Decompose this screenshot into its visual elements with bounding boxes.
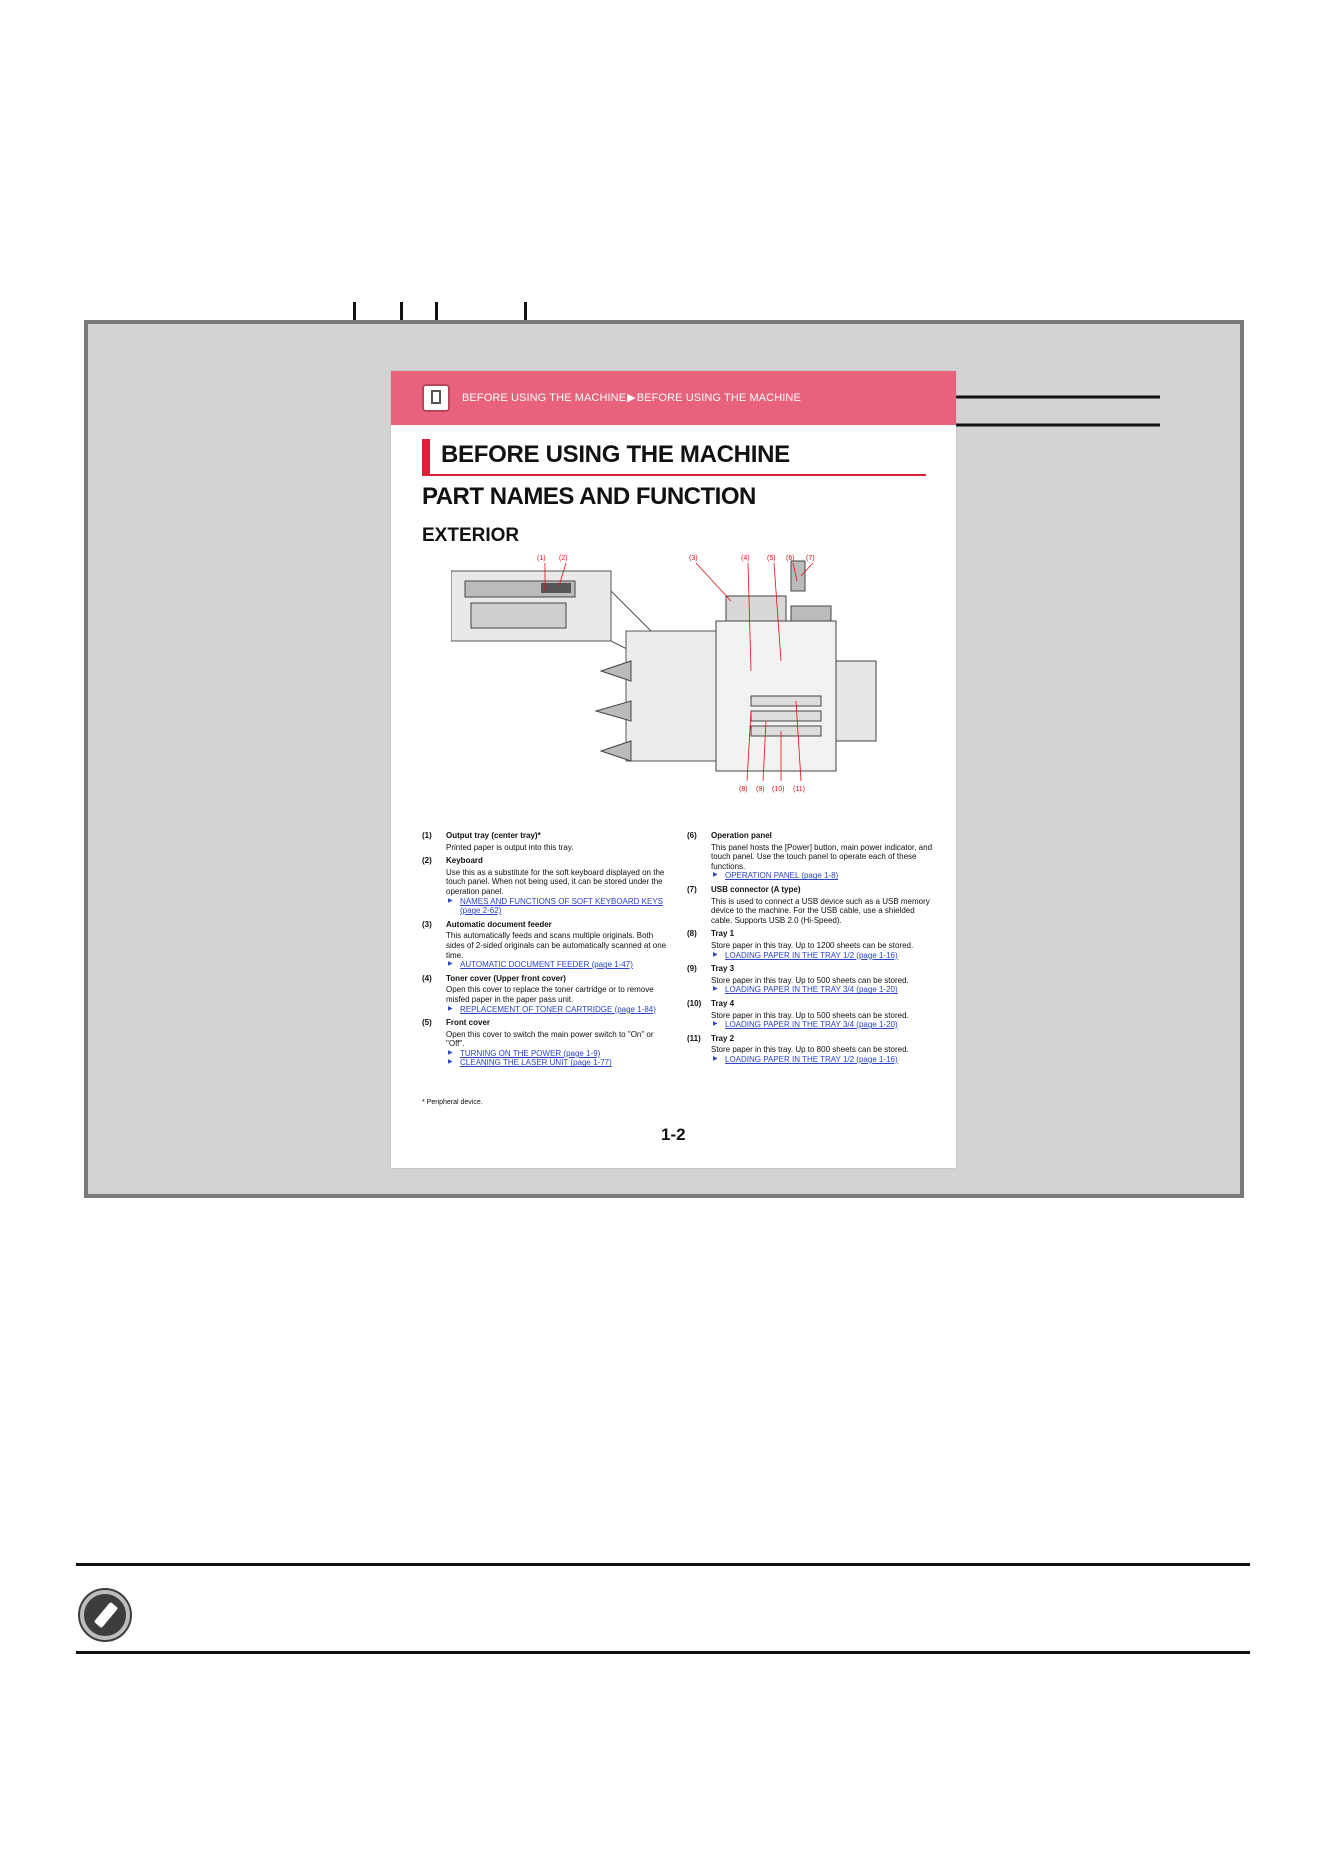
part-item — [687, 831, 937, 881]
note-bottom-rule — [76, 1651, 1250, 1654]
reference-link[interactable]: ▶ LOADING PAPER IN THE TRAY 3/4 (page 1-20) — [711, 985, 937, 995]
part-description: Open this cover to replace the toner cartridge or to remove misfed paper in the paper pass unit. — [446, 985, 654, 1004]
machine-illustration — [451, 551, 921, 811]
reference-link[interactable]: ▶ NAMES AND FUNCTIONS OF SOFT KEYBOARD KEYS (page 2-62) — [446, 897, 672, 916]
note-top-rule — [76, 1563, 1250, 1566]
part-item — [422, 856, 672, 916]
callout-8: (8) — [739, 786, 748, 793]
footnote: * Peripheral device. — [422, 1099, 483, 1106]
page-title: BEFORE USING THE MACHINE — [441, 441, 790, 468]
part-number: (6) — [687, 831, 697, 840]
reference-link[interactable]: ▶ OPERATION PANEL (page 1-8) — [711, 871, 937, 881]
callout-5: (5) — [767, 555, 776, 562]
reference-link[interactable]: ▶ TURNING ON THE POWER (page 1-9) — [446, 1049, 672, 1059]
part-description: Printed paper is output into this tray. — [446, 842, 574, 852]
part-description: Store paper in this tray. Up to 500 sheets can be stored. — [711, 975, 909, 985]
part-number: (2) — [422, 856, 432, 866]
part-description: This is used to connect a USB device such as a USB memory device to the machine. For the USB cable, use a shielded cable. Supports USB 2.0 (Hi-Speed). — [711, 896, 930, 925]
callout-7: (7) — [806, 555, 815, 562]
part-number: (9) — [687, 964, 697, 974]
part-item — [422, 831, 672, 852]
part-number: (1) — [422, 831, 432, 840]
part-number: (4) — [422, 973, 432, 983]
part-number: (8) — [687, 929, 697, 939]
part-title: USB connector (A type) — [711, 884, 801, 894]
manual-page — [391, 371, 956, 1168]
part-title: Operation panel — [711, 831, 772, 840]
section-heading: EXTERIOR — [422, 525, 520, 546]
part-item — [687, 885, 937, 925]
part-number: (11) — [687, 1033, 701, 1043]
reference-link[interactable]: ▶ LOADING PAPER IN THE TRAY 3/4 (page 1-20) — [711, 1020, 937, 1030]
part-title: Output tray (center tray)* — [446, 831, 541, 840]
part-description: Store paper in this tray. Up to 800 sheets can be stored. — [711, 1045, 909, 1055]
part-description: Open this cover to switch the main power switch to "On" or "Off". — [446, 1029, 654, 1049]
title-underline — [422, 474, 926, 476]
part-title: Automatic document feeder — [446, 919, 552, 929]
part-number: (7) — [687, 884, 697, 894]
part-item — [687, 929, 937, 960]
part-title: Tray 2 — [711, 1033, 735, 1043]
page-subtitle: PART NAMES AND FUNCTION — [422, 483, 756, 510]
page-number: 1-2 — [661, 1125, 686, 1144]
machine-icon — [422, 384, 450, 412]
part-number: (10) — [687, 998, 702, 1008]
part-description: Use this as a substitute for the soft keyboard displayed on the touch panel. When not being used, it can be stored under the operation panel. — [446, 867, 665, 896]
part-item — [687, 964, 937, 995]
breadcrumb-chapter[interactable]: BEFORE USING THE MACHINE — [462, 392, 627, 404]
reference-link[interactable]: ▶ REPLACEMENT OF TONER CARTRIDGE (page 1-84) — [446, 1005, 672, 1015]
part-item — [422, 1018, 672, 1068]
callout-3: (3) — [689, 555, 698, 562]
part-title: Keyboard — [446, 856, 483, 866]
callout-6: (6) — [786, 555, 795, 562]
part-title: Front cover — [446, 1018, 491, 1028]
callout-10: (10) — [772, 786, 785, 793]
callout-11: (11) — [793, 786, 805, 793]
part-description: Store paper in this tray. Up to 1200 sheets can be stored. — [711, 940, 914, 950]
part-title: Tray 3 — [711, 964, 735, 974]
page-header-bar — [391, 371, 956, 425]
breadcrumb-section[interactable]: BEFORE USING THE MACHINE — [636, 392, 801, 404]
reference-link[interactable]: ▶ LOADING PAPER IN THE TRAY 1/2 (page 1-16) — [711, 1055, 937, 1065]
part-item — [687, 999, 937, 1030]
heading-accent-bar — [422, 439, 430, 475]
breadcrumb — [462, 391, 801, 404]
part-title: Tray 1 — [711, 929, 735, 939]
part-number: (3) — [422, 919, 432, 929]
reference-link[interactable]: ▶ AUTOMATIC DOCUMENT FEEDER (page 1-47) — [446, 960, 672, 970]
callout-1: (1) — [537, 555, 546, 562]
part-item — [422, 974, 672, 1014]
part-title: Toner cover (Upper front cover) — [446, 973, 566, 983]
reference-link[interactable]: ▶ CLEANING THE LASER UNIT (page 1-77) — [446, 1058, 672, 1068]
breadcrumb-separator: ▶ — [627, 392, 636, 404]
pencil-note-icon — [80, 1590, 130, 1640]
part-item — [422, 920, 672, 970]
callout-2: (2) — [559, 555, 568, 562]
callout-9: (9) — [756, 786, 765, 793]
part-title: Tray 4 — [711, 998, 735, 1008]
part-description: Store paper in this tray. Up to 500 sheets can be stored. — [711, 1010, 909, 1020]
callout-4: (4) — [741, 555, 750, 562]
description-column-left — [422, 831, 672, 1072]
part-description: This panel hosts the [Power] button, main power indicator, and touch panel. Use the touch panel to operate each of these functions. — [711, 842, 933, 871]
part-item — [687, 1034, 937, 1065]
reference-link[interactable]: ▶ LOADING PAPER IN THE TRAY 1/2 (page 1-16) — [711, 951, 937, 961]
part-description: This automatically feeds and scans multiple originals. Both sides of 2-sided originals can be automatically scanned at one time. — [446, 931, 667, 960]
description-column-right — [687, 831, 937, 1068]
part-number: (5) — [422, 1018, 432, 1028]
